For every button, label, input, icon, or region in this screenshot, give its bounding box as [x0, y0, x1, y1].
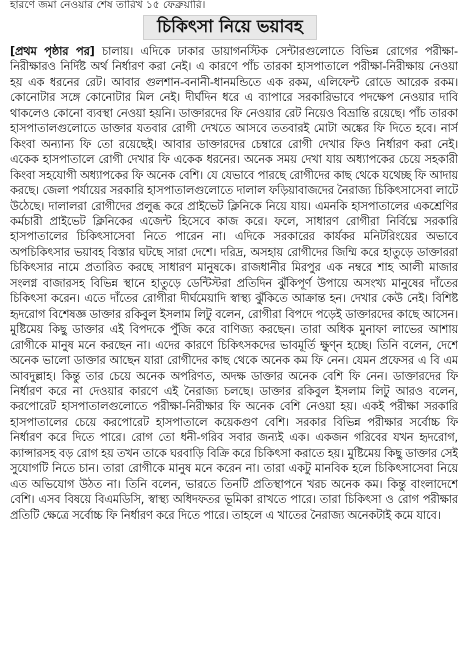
article-text: চালায়। এদিকে ঢাকার ডায়াগনস্টিক সেন্টারগুলোতে বিভিন্ন রোগের পরীক্ষা-নিরীক্ষারও নির্দিষ্ট অর্থ নির্ধারণ করা নেই। এ কারণে পাঁচ তারকা হাসপাতালে পরীক্ষা-নিরীক্ষায় নেওয়া হয় এক ধরনের রেট। আবার গুলশান-বনানী-ধানমন্ডিতে এক রকম, এলিফেন্ট রোডে আরেক রকম। কোনোটার সঙ্গে কোনোটার মিল নেই। দীর্ঘদিন ধরে এ ব্যাপারে সরকারিভাবে পদক্ষেপ নেওয়ার দাবি থাকলেও কোনো ব্যবস্থা নেওয়া হয়নি। ডাক্তারদের ফি নেওয়ার রেট নিয়েও বিভ্রান্তি রয়েছে। পাঁচ তারকা হাসপাতালগুলোতে ডাক্তার যতবার রোগী দেখতে আসবে ততবারই মোটা অঙ্কের ফি দিতে হবে। নার্স কিংবা অন্যান্য ফি তো রয়েছেই। আবার ডাক্তারদের চেম্বারে রোগী দেখার ফিও নির্ধারণ করা নেই। একেক হাসপাতালে রোগী দেখার ফি একেক ধরনের। অনেক সময় দেখা যায় অধ্যাপকের চেয়ে সহকারী কিংবা সহযোগী অধ্যাপকের ফি অনেক বেশি। যে যেভাবে পারছে রোগীদের কাছ থেকে যথেচ্ছ ফি আদায় করছে। জেলা পর্যায়ের সরকারি হাসপাতালগুলোতে দালাল ফড়িয়াবাজদের নৈরাজ্য চিকিৎসাসেবা লাটে উঠেছে। দালালরা রোগীদের প্রলুব্ধ করে প্রাইভেট ক্লিনিকে নিয়ে যায়। এমনকি হাসপাতালের একশ্রেণির কর্মচারী প্রাইভেট ক্লিনিকের এজেন্ট হিসেবে কাজ করে। ফলে, সাধারণ রোগীরা নির্বিঘ্নে সরকারি হাসপাতালের চিকিৎসাসেবা নিতে পারেন না। এদিকে সরকারের কার্যকর মনিটরিংয়ের অভাবে অপচিকিৎসার ভয়াবহ বিস্তার ঘটছে সারা দেশে। দরিদ্র, অসহায় রোগীদের জিম্মি করে হাতুড়ে ডাক্তাররা চিকিৎসার নামে প্রতারিত করছে সাধারণ মানুষকে। রাজধানীর মিরপুর এক নম্বরে শাহ আলী মাজার সংলগ্ন বাজারসহ বিভিন্ন স্থানে হাতুড়ে ডেন্টিস্টরা প্রতিদিন ঝুঁকিপূর্ণ উপায়ে অসংখ্য মানুষের দাঁতের চিকিৎসা করেন। এতে দাঁতের রোগীরা দীর্ঘমেয়াদি স্বাস্থ্য ঝুঁকিতে আক্রান্ত হন। দেখার কেউ নেই। বিশিষ্ট হৃদরোগ বিশেষজ্ঞ ডাক্তার রকিবুল ইসলাম লিটু বলেন, রোগীরা বিপদে পড়েই ডাক্তারদের কাছে আসেন। মুষ্টিমেয় কিছু ডাক্তার এই বিপদকে পুঁজি করে বাণিজ্য করছেন। তারা অধিক মুনাফা লাভের আশায় রোগীকে মানুষ মনে করছেন না। এদের কারণে চিকিৎসকদের ভাবমূর্তি ক্ষুণ্ন হচ্ছে। তিনি বলেন, দেশে অনেক ভালো ডাক্তার আছেন যারা রোগীদের কাছ থেকে অনেক কম ফি নেন। যেমন প্রফেসর এ বি এম আবদুল্লাহ। কিন্তু তার চেয়ে অনেক অপরিণত, অদক্ষ ডাক্তার অনেক বেশি ফি নেন। ডাক্তারদের ফি নির্ধারণ করে না দেওয়ার কারণে এই নৈরাজ্য চলছে। ডাক্তার রকিবুল ইসলাম লিটু আরও বলেন, করপোরেট হাসপাতালগুলোতে পরীক্ষা-নিরীক্ষার ফি অনেক বেশি নেওয়া হয়। একই পরীক্ষা সরকারি হাসপাতালের চেয়ে করপোরেট হাসপাতালে কয়েকগুণ বেশি। সরকার বিভিন্ন পরীক্ষার সর্বোচ্চ ফি নির্ধারণ করে দিতে পারে। রোগ তো ধনী-গরিব সবার জন্যই এক। একজন গরিবের যখন হৃদরোগ, ক্যান্সারসহ বড় রোগ হয় তখন তাকে ঘরবাড়ি বিক্রি করে চিকিৎসা করাতে হয়। মুষ্টিমেয় কিছু ডাক্তার সেই সুযোগটি নিতে চান। তারা রোগীকে মানুষ মনে করেন না। তারা একটু মানবিক হলে চিকিৎসাসেবা নিয়ে এত অভিযোগ উঠত না। তিনি বলেন, ভারতে তিনটি প্রতিস্থাপনে খরচ অনেক কম। কিন্তু বাংলাদেশে বেশি। এসব বিষয়ে বিএমডিসি, স্বাস্থ্য অধিদফতর ভূমিকা রাখতে পারে। তারা চিকিৎসা ও রোগ পরীক্ষার প্রতিটি ক্ষেত্রে সর্বোচ্চ ফি নির্ধারণ করে দিতে পারে। তাহলে এ খাতের নৈরাজ্য অনেকটাই কমে যাবে।: [10, 45, 458, 522]
previous-article-strip: হারণে জমা নেওয়ার শেষ তারিখ ১৫ ফেব্রুয়ারি।: [10, 0, 206, 11]
article-headline: চিকিৎসা নিয়ে ভয়াবহ: [143, 15, 317, 40]
headline-area: [0, 15, 462, 41]
continuation-label: [প্রথম পৃষ্ঠার পর]: [10, 45, 95, 58]
article-body: [10, 44, 458, 656]
